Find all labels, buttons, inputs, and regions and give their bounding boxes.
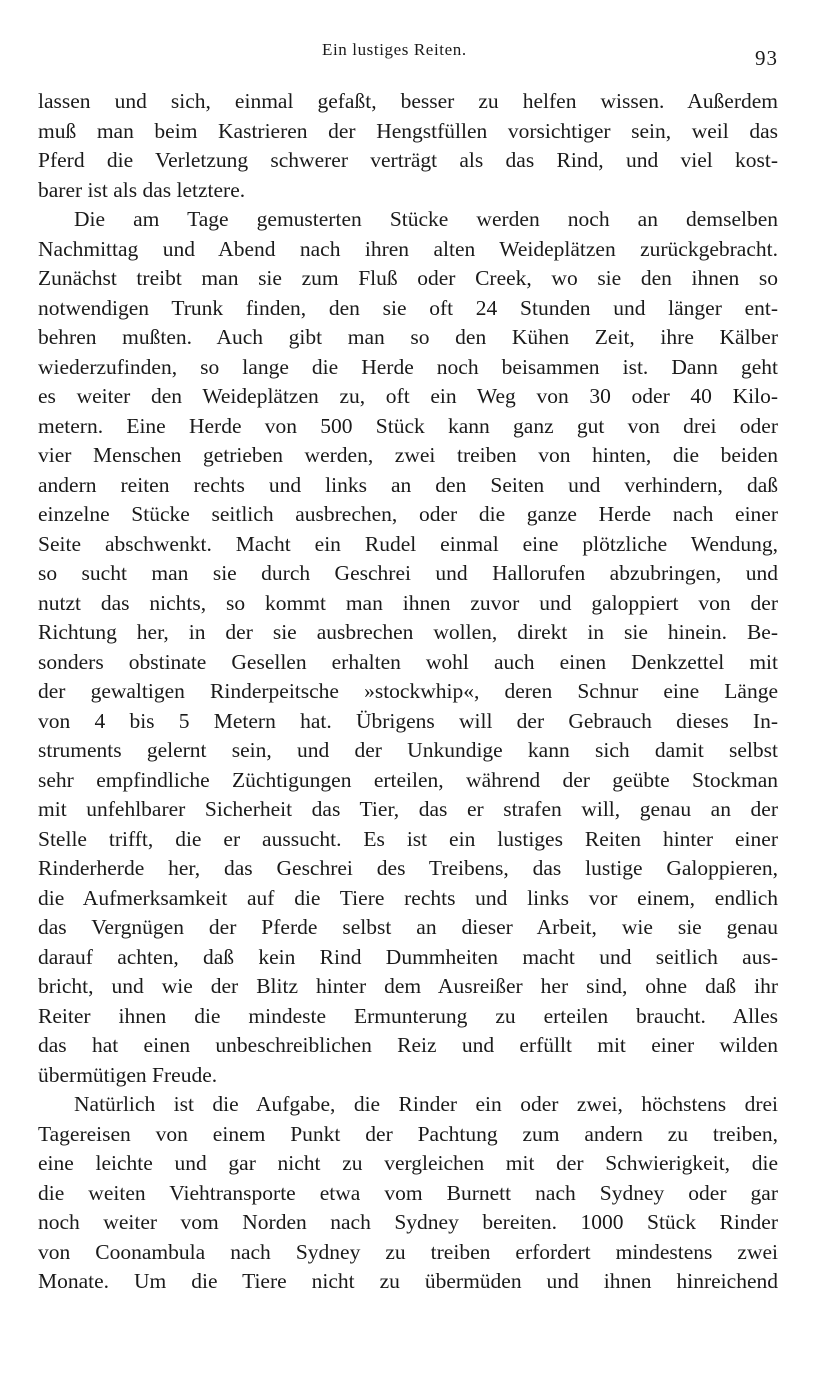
text-line: einzelne Stücke seitlich ausbrechen, oder die ganze Herde nach einer bbox=[38, 502, 778, 526]
text-line: andern reiten rechts und links an den Seiten und verhindern, daß bbox=[38, 472, 778, 497]
text-line: nutzt das nichts, so kommt man ihnen zuvor und galoppiert von der bbox=[38, 590, 778, 615]
running-head bbox=[0, 40, 825, 70]
running-title: Ein lustiges Reiten. bbox=[322, 40, 467, 59]
text-line: von Coonambula nach Sydney zu treiben erfordert mindestens zwei bbox=[38, 1239, 778, 1264]
text-line: behren mußten. Auch gibt man so den Kühen Zeit, ihre Kälber bbox=[38, 325, 778, 349]
text-line: Pferd die Verletzung schwerer verträgt als das Rind, und viel kost- bbox=[38, 148, 778, 172]
text-line: von 4 bis 5 Metern hat. Übrigens will der Gebrauch dieses In- bbox=[38, 708, 778, 733]
text-line: notwendigen Trunk finden, den sie oft 24 Stunden und länger ent- bbox=[38, 295, 778, 320]
text-line: metern. Eine Herde von 500 Stück kann ganz gut von drei oder bbox=[38, 413, 778, 438]
text-line: struments gelernt sein, und der Unkundige kann sich damit selbst bbox=[38, 738, 778, 762]
text-line: bricht, und wie der Blitz hinter dem Ausreißer her sind, ohne daß ihr bbox=[38, 974, 778, 998]
text-line: mit unfehlbarer Sicherheit das Tier, das er strafen will, genau an der bbox=[38, 797, 778, 821]
text-line: vier Menschen getrieben werden, zwei treiben von hinten, die beiden bbox=[38, 443, 778, 467]
text-line: Stelle trifft, die er aussucht. Es ist ein lustiges Reiten hinter einer bbox=[38, 826, 778, 851]
text-line: Reiter ihnen die mindeste Ermunterung zu erteilen braucht. Alles bbox=[38, 1003, 778, 1028]
paragraph-3 bbox=[38, 1090, 778, 1297]
text-line: so sucht man sie durch Geschrei und Hallorufen abzubringen, und bbox=[38, 561, 778, 585]
text-line: sonders obstinate Gesellen erhalten wohl auch einen Denkzettel mit bbox=[38, 649, 778, 674]
text-line: noch weiter vom Norden nach Sydney bereiten. 1000 Stück Rinder bbox=[38, 1210, 778, 1234]
text-line: muß man beim Kastrieren der Hengstfüllen vorsichtiger sein, weil das bbox=[38, 118, 778, 143]
text-line: wiederzufinden, so lange die Herde noch beisammen ist. Dann geht bbox=[38, 354, 778, 379]
text-line: die weiten Viehtransporte etwa vom Burnett nach Sydney oder gar bbox=[38, 1180, 778, 1205]
text-line: lassen und sich, einmal gefaßt, besser zu helfen wissen. Außerdem bbox=[38, 89, 778, 113]
text-line: Die am Tage gemusterten Stücke werden noch an demselben bbox=[74, 207, 778, 231]
text-line: sehr empfindliche Züchtigungen erteilen, während der geübte Stockman bbox=[38, 767, 778, 792]
text-line: Monate. Um die Tiere nicht zu übermüden und ihnen hinreichend bbox=[38, 1269, 778, 1293]
text-line: Natürlich ist die Aufgabe, die Rinder ein oder zwei, höchstens drei bbox=[74, 1092, 778, 1116]
text-line: darauf achten, daß kein Rind Dummheiten macht und seitlich aus- bbox=[38, 944, 778, 969]
text-line: das Vergnügen der Pferde selbst an dieser Arbeit, wie sie genau bbox=[38, 915, 778, 939]
text-line: Seite abschwenkt. Macht ein Rudel einmal eine plötzliche Wendung, bbox=[38, 531, 778, 556]
text-line: eine leichte und gar nicht zu vergleichen mit der Schwierigkeit, die bbox=[38, 1151, 778, 1175]
paragraph-2 bbox=[38, 205, 778, 1090]
text-line: die Aufmerksamkeit auf die Tiere rechts und links vor einem, endlich bbox=[38, 885, 778, 910]
text-line: barer ist als das letztere. bbox=[38, 177, 246, 202]
page-number: 93 bbox=[755, 46, 778, 70]
text-line: Richtung her, in der sie ausbrechen wollen, direkt in sie hinein. Be- bbox=[38, 620, 778, 644]
text-line: Rinderherde her, das Geschrei des Treibens, das lustige Galoppieren, bbox=[38, 856, 778, 880]
text-line: Tagereisen von einem Punkt der Pachtung zum andern zu treiben, bbox=[38, 1121, 778, 1146]
text-line: das hat einen unbeschreiblichen Reiz und erfüllt mit einer wilden bbox=[38, 1033, 778, 1057]
text-line: übermütigen Freude. bbox=[38, 1062, 218, 1087]
text-line: Zunächst treibt man sie zum Fluß oder Creek, wo sie den ihnen so bbox=[38, 266, 778, 290]
body-text bbox=[38, 87, 778, 1297]
text-line: der gewaltigen Rinderpeitsche »stockwhip«, deren Schnur eine Länge bbox=[38, 679, 778, 703]
paragraph-1 bbox=[38, 87, 778, 205]
text-line: Nachmittag und Abend nach ihren alten Weideplätzen zurückgebracht. bbox=[38, 236, 778, 261]
text-line: es weiter den Weideplätzen zu, oft ein Weg von 30 oder 40 Kilo- bbox=[38, 384, 778, 408]
